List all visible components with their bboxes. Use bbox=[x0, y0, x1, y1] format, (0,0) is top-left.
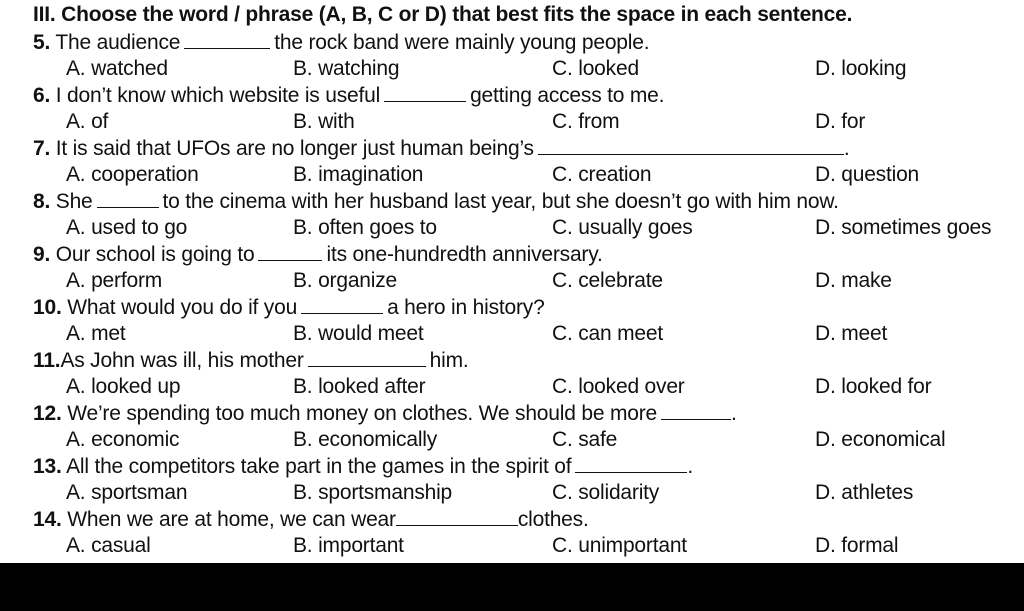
answer-blank bbox=[97, 189, 159, 208]
question-number: 9. bbox=[33, 243, 51, 266]
option-a: A. economic bbox=[66, 428, 180, 451]
option-b: B. important bbox=[293, 534, 404, 557]
question-number: 13. bbox=[33, 455, 62, 478]
answer-blank bbox=[308, 348, 426, 367]
question-text-after: a hero in history? bbox=[387, 296, 545, 319]
question-7 bbox=[33, 136, 850, 162]
option-d: D. economical bbox=[815, 428, 946, 451]
question-6 bbox=[33, 83, 664, 109]
option-a: A. watched bbox=[66, 57, 168, 80]
question-number: 10. bbox=[33, 296, 62, 319]
answer-blank bbox=[575, 454, 687, 473]
option-c: C. looked over bbox=[552, 375, 685, 398]
black-bottom-bar bbox=[0, 563, 1024, 611]
option-c: C. solidarity bbox=[552, 481, 660, 504]
answer-blank bbox=[184, 30, 270, 49]
question-13 bbox=[33, 454, 693, 480]
option-c: C. can meet bbox=[552, 322, 664, 345]
question-10 bbox=[33, 295, 545, 321]
option-c: C. from bbox=[552, 110, 620, 133]
question-number: 5. bbox=[33, 31, 51, 54]
question-text-before: It is said that UFOs are no longer just human being’s bbox=[50, 137, 534, 160]
question-11 bbox=[33, 348, 469, 374]
question-9 bbox=[33, 242, 603, 268]
option-d: D. make bbox=[815, 269, 892, 292]
question-number: 12. bbox=[33, 402, 62, 425]
option-a: A. looked up bbox=[66, 375, 181, 398]
section-heading: III. Choose the word / phrase (A, B, C or D) that best fits the space in each sentence. bbox=[33, 3, 853, 26]
option-c: C. safe bbox=[552, 428, 618, 451]
question-text-before: Our school is going to bbox=[50, 243, 255, 266]
question-text-before: I don’t know which website is useful bbox=[50, 84, 381, 107]
option-d: D. formal bbox=[815, 534, 899, 557]
option-c: C. creation bbox=[552, 163, 652, 186]
option-a: A. met bbox=[66, 322, 126, 345]
option-c: C. looked bbox=[552, 57, 639, 80]
option-d: D. for bbox=[815, 110, 866, 133]
question-text-before: What would you do if you bbox=[61, 296, 298, 319]
option-d: D. looked for bbox=[815, 375, 932, 398]
question-text-after: . bbox=[730, 402, 737, 425]
option-a: A. of bbox=[66, 110, 109, 133]
answer-blank bbox=[301, 295, 383, 314]
question-text-after: . bbox=[843, 137, 850, 160]
answer-blank bbox=[538, 136, 844, 155]
option-a: A. sportsman bbox=[66, 481, 188, 504]
question-number: 11. bbox=[33, 349, 61, 372]
question-text-after: getting access to me. bbox=[470, 84, 665, 107]
question-text-before: All the competitors take part in the games in the spirit of bbox=[61, 455, 572, 478]
option-b: B. with bbox=[293, 110, 355, 133]
option-b: B. sportsmanship bbox=[293, 481, 453, 504]
option-d: D. meet bbox=[815, 322, 888, 345]
question-text-after: him. bbox=[429, 349, 469, 372]
question-number: 7. bbox=[33, 137, 51, 160]
answer-blank bbox=[258, 242, 322, 261]
question-text-after: the rock band were mainly young people. bbox=[274, 31, 650, 54]
option-a: A. used to go bbox=[66, 216, 188, 239]
question-number: 8. bbox=[33, 190, 51, 213]
option-b: B. often goes to bbox=[293, 216, 437, 239]
answer-blank bbox=[384, 83, 466, 102]
option-a: A. casual bbox=[66, 534, 151, 557]
question-number: 14. bbox=[33, 508, 62, 531]
question-text-after: clothes. bbox=[517, 508, 589, 531]
question-14 bbox=[33, 507, 589, 533]
option-c: C. usually goes bbox=[552, 216, 693, 239]
question-12 bbox=[33, 401, 737, 427]
option-a: A. cooperation bbox=[66, 163, 199, 186]
option-d: D. sometimes goes bbox=[815, 216, 992, 239]
option-b: B. would meet bbox=[293, 322, 424, 345]
answer-blank bbox=[661, 401, 731, 420]
question-text-before: We’re spending too much money on clothes. We should be more bbox=[61, 402, 657, 425]
option-a: A. perform bbox=[66, 269, 163, 292]
question-8 bbox=[33, 189, 839, 215]
question-text-before: When we are at home, we can wear bbox=[61, 508, 396, 531]
question-text-after: to the cinema with her husband last year, but she doesn’t go with him now. bbox=[162, 190, 839, 213]
option-b: B. organize bbox=[293, 269, 398, 292]
option-c: C. unimportant bbox=[552, 534, 687, 557]
question-text-after: . bbox=[687, 455, 693, 478]
question-text-before: As John was ill, his mother bbox=[60, 349, 304, 372]
option-b: B. watching bbox=[293, 57, 400, 80]
question-text-before: The audience bbox=[50, 31, 181, 54]
answer-blank bbox=[396, 507, 518, 526]
option-d: D. question bbox=[815, 163, 920, 186]
option-c: C. celebrate bbox=[552, 269, 663, 292]
option-d: D. athletes bbox=[815, 481, 914, 504]
question-5 bbox=[33, 30, 649, 56]
question-number: 6. bbox=[33, 84, 51, 107]
option-d: D. looking bbox=[815, 57, 907, 80]
option-b: B. imagination bbox=[293, 163, 424, 186]
question-text-before: She bbox=[50, 190, 93, 213]
option-b: B. looked after bbox=[293, 375, 426, 398]
question-text-after: its one-hundredth anniversary. bbox=[326, 243, 603, 266]
option-b: B. economically bbox=[293, 428, 438, 451]
